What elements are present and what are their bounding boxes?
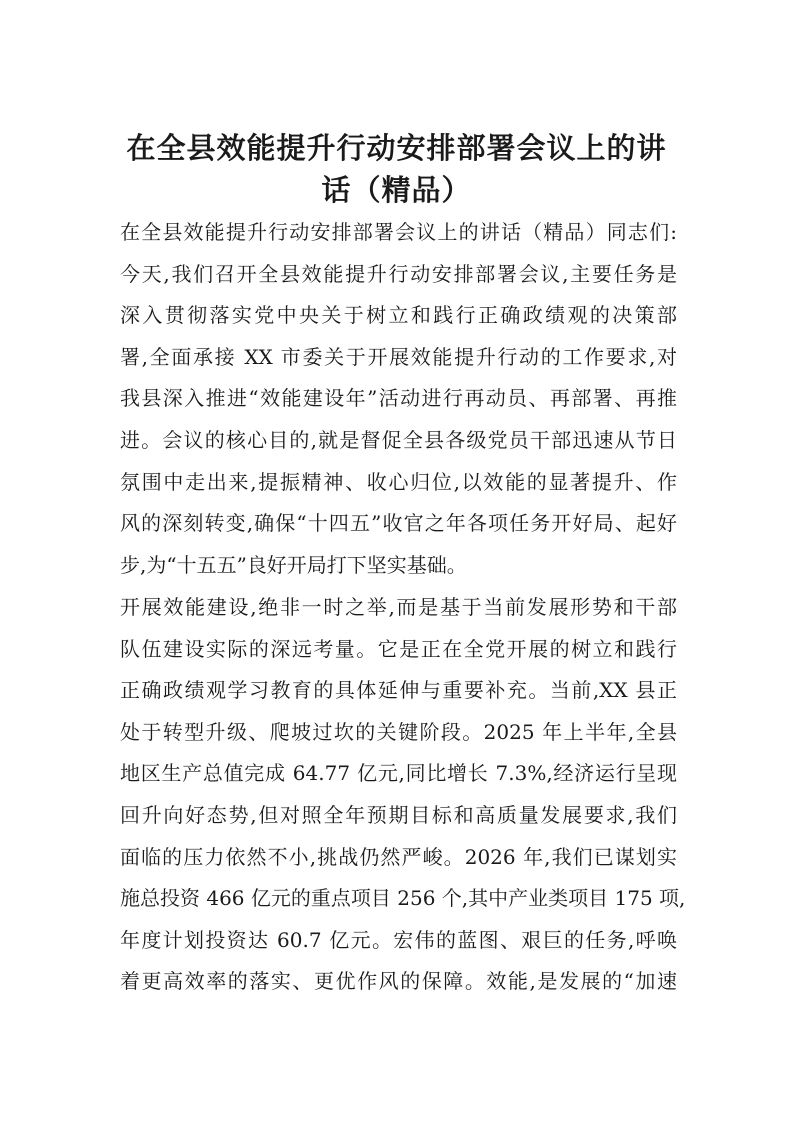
paragraph-1 xyxy=(120,212,677,586)
paragraph-line: 面临的压力依然不小,挑战仍然严峻。2026 年,我们已谋划实 xyxy=(120,844,677,869)
paragraph-line: 进。会议的核心目的,就是督促全县各级党员干部迅速从节日 xyxy=(120,427,677,452)
paragraph-line: 地区生产总值完成 64.77 亿元,同比增长 7.3%,经济运行呈现 xyxy=(120,761,677,786)
paragraph-line: 风的深刻转变,确保“十四五”收官之年各项任务开好局、起好 xyxy=(120,511,677,536)
paragraph-2 xyxy=(120,587,686,1003)
document-title-line-2: 话（精品） xyxy=(321,173,472,207)
paragraph-line: 深入贯彻落实党中央关于树立和践行正确政绩观的决策部 xyxy=(120,303,677,328)
paragraph-line: 回升向好态势,但对照全年预期目标和高质量发展要求,我们 xyxy=(120,802,677,827)
paragraph-line: 今天,我们召开全县效能提升行动安排部署会议,主要任务是 xyxy=(120,261,677,286)
paragraph-line: 处于转型升级、爬坡过坎的关键阶段。2025 年上半年,全县 xyxy=(120,719,677,744)
paragraph-line: 步,为“十五五”良好开局打下坚实基础。 xyxy=(120,552,467,577)
paragraph-line: 开展效能建设,绝非一时之举,而是基于当前发展形势和干部 xyxy=(120,595,677,619)
paragraph-line: 队伍建设实际的深远考量。它是正在全党开展的树立和践行 xyxy=(120,636,677,661)
paragraph-line: 署,全面承接 XX 市委关于开展效能提升行动的工作要求,对 xyxy=(120,344,677,369)
paragraph-line: 在全县效能提升行动安排部署会议上的讲话（精品）同志们: xyxy=(120,220,677,244)
paragraph-line: 氛围中走出来,提振精神、收心归位,以效能的显著提升、作 xyxy=(120,469,677,494)
paragraph-line: 正确政绩观学习教育的具体延伸与重要补充。当前,XX 县正 xyxy=(120,678,677,703)
paragraph-line: 年度计划投资达 60.7 亿元。宏伟的蓝图、艰巨的任务,呼唤 xyxy=(120,927,677,952)
paragraph-line: 着更高效率的落实、更优作风的保障。效能,是发展的“加速 xyxy=(120,969,677,994)
document-title-line-1: 在全县效能提升行动安排部署会议上的讲 xyxy=(126,131,667,165)
paragraph-line: 我县深入推进“效能建设年”活动进行再动员、再部署、再推 xyxy=(120,386,677,411)
paragraph-line: 施总投资 466 亿元的重点项目 256 个,其中产业类项目 175 项, xyxy=(120,886,686,911)
